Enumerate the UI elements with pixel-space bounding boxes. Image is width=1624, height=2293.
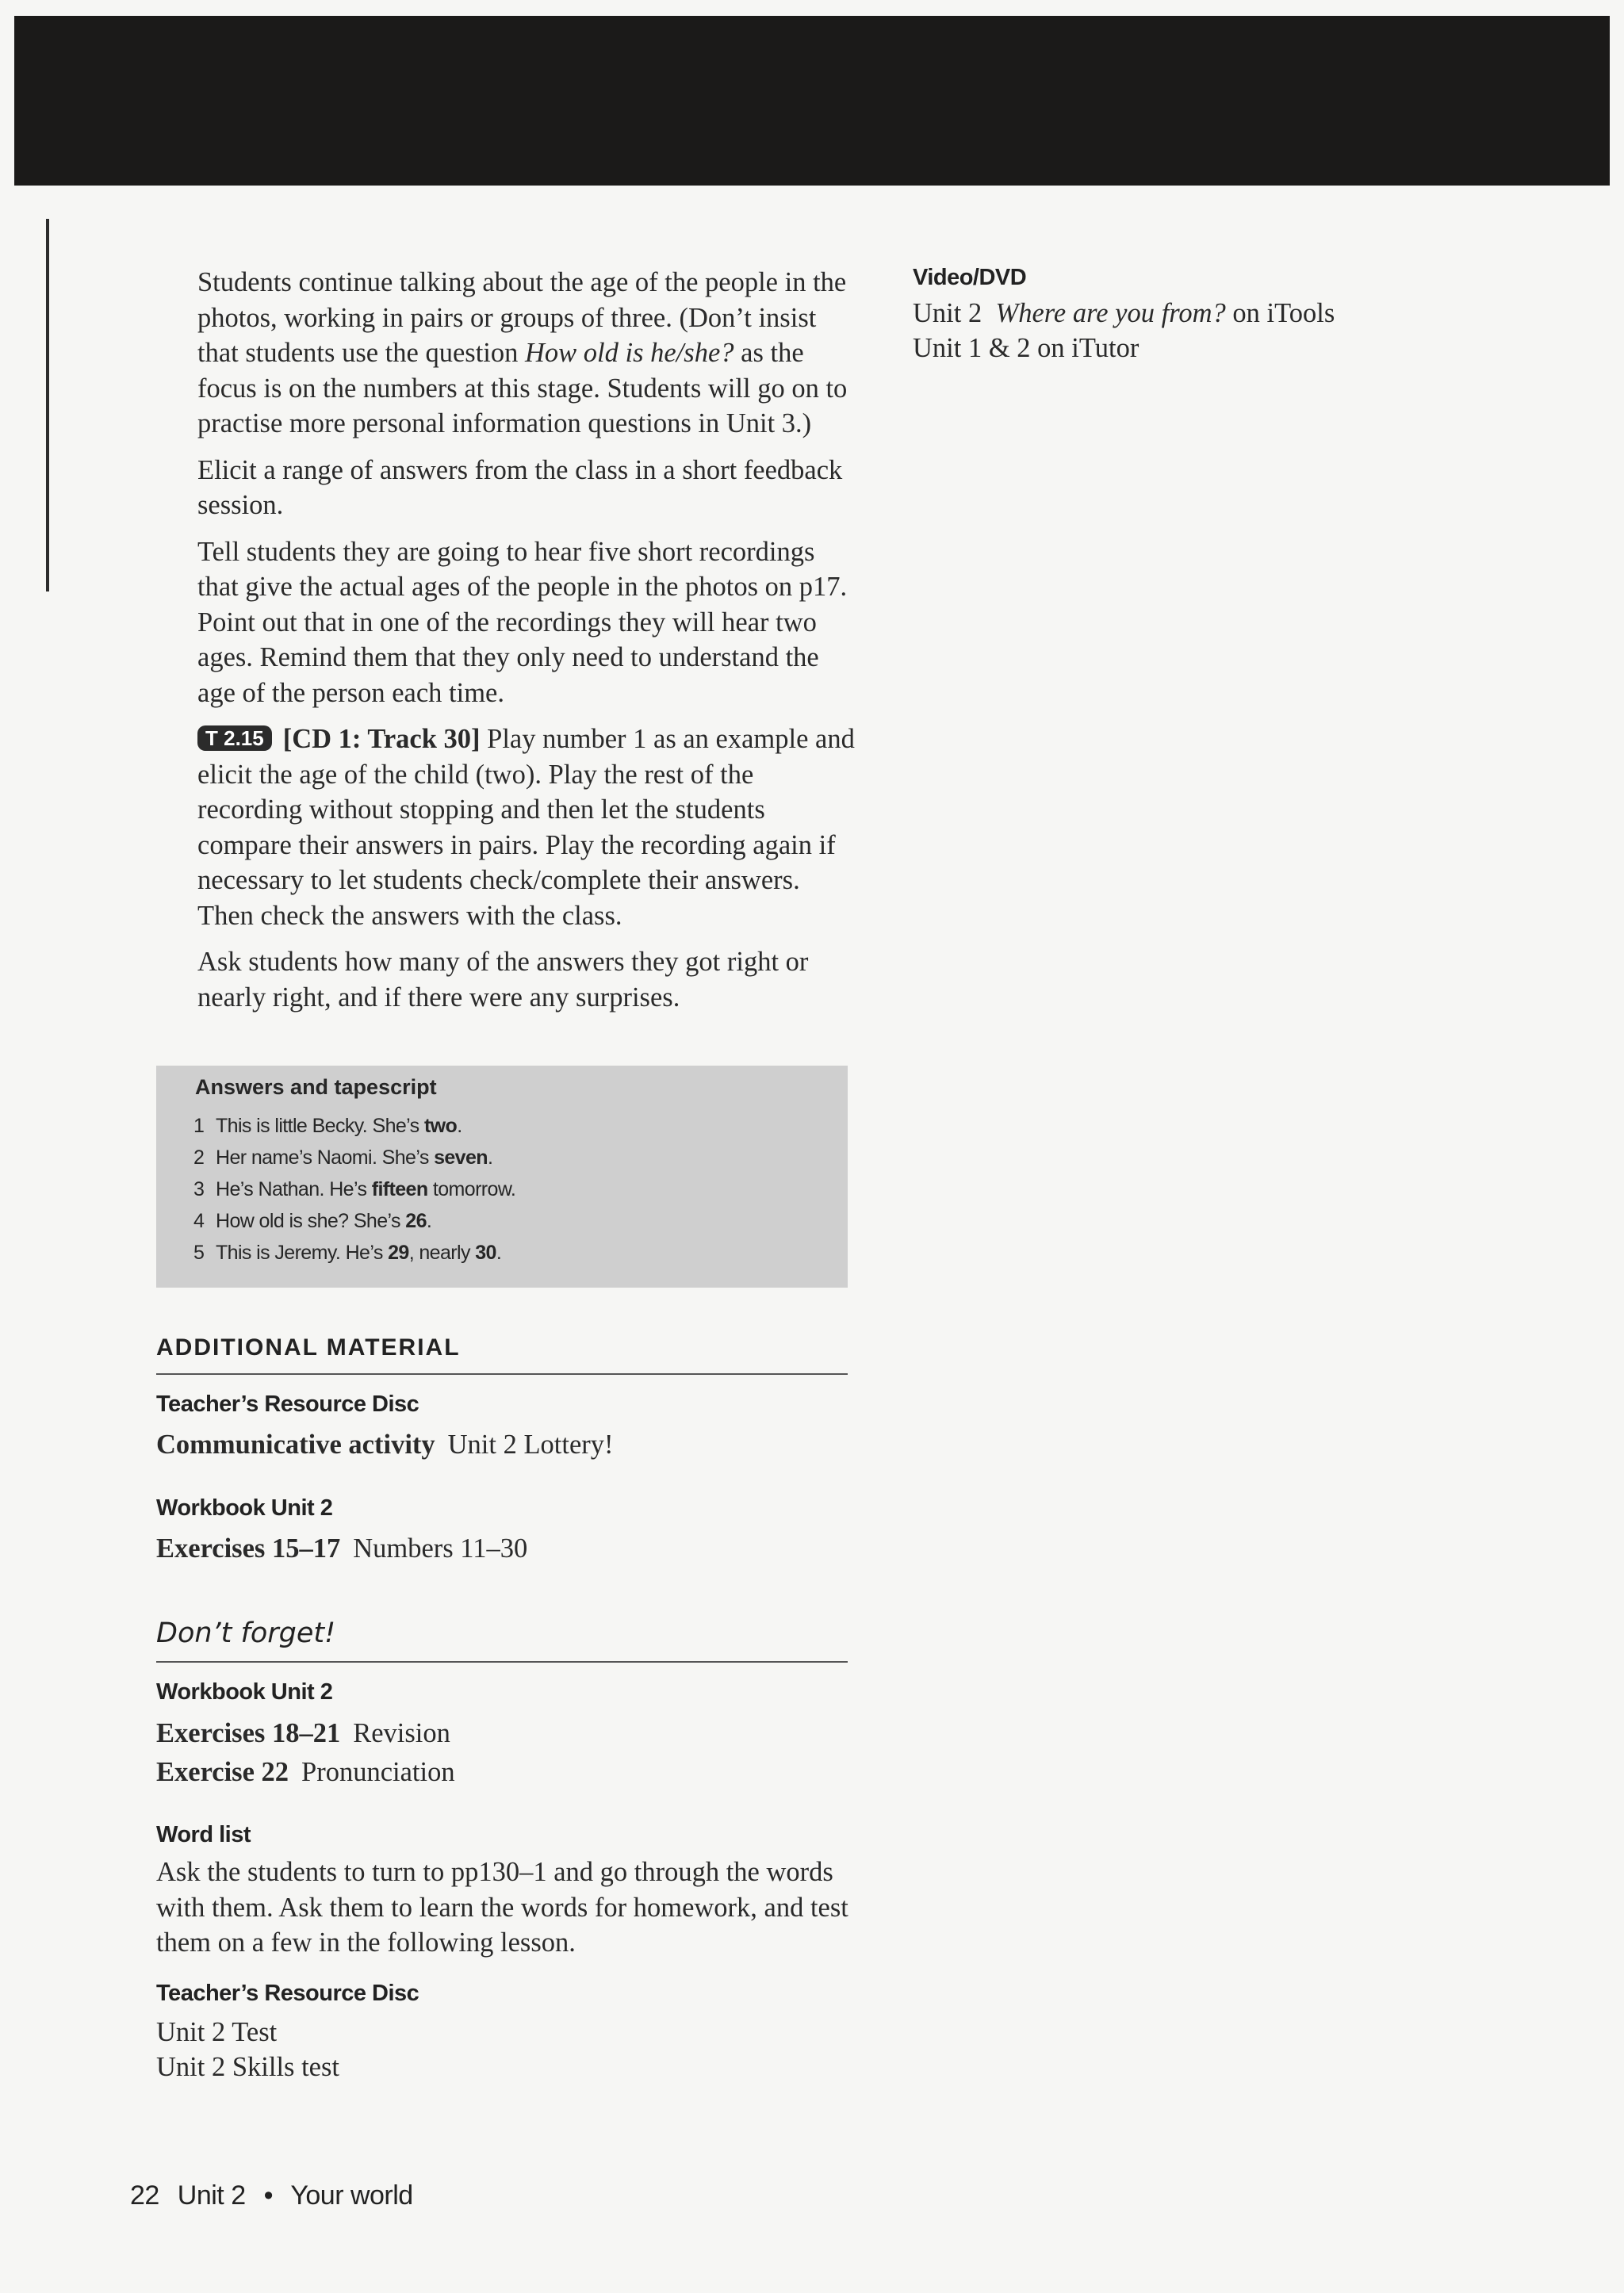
label: Exercise 22 — [156, 1757, 289, 1787]
text: tomorrow. — [427, 1178, 516, 1200]
divider — [156, 1373, 848, 1375]
text: This is little Becky. She’s — [216, 1115, 424, 1137]
item-number: 5 — [193, 1242, 205, 1264]
question-italic: How old is he/she? — [525, 338, 734, 368]
item-number: 4 — [193, 1210, 205, 1232]
main-text-column — [197, 265, 856, 1026]
trd-test-line: Unit 2 Test — [156, 2017, 278, 2047]
answer-bold: 26 — [405, 1210, 427, 1232]
workbook-title: Workbook Unit 2 — [156, 1679, 333, 1705]
paragraph-ask: Ask students how many of the answers they got right or nearly right, and if there were any surprises. — [197, 947, 809, 1013]
answer-item — [193, 1110, 515, 1142]
text: . — [496, 1242, 502, 1264]
footer-title: Your world — [290, 2180, 413, 2211]
bullet-separator: • — [263, 2180, 273, 2211]
answer-item — [193, 1205, 515, 1237]
value: Numbers 11–30 — [353, 1533, 528, 1564]
paragraph-track — [197, 722, 856, 933]
answer-bold: 30 — [475, 1242, 496, 1264]
exercises-line — [156, 1529, 527, 1568]
answers-box — [156, 1066, 848, 1288]
answer-bold: seven — [434, 1146, 488, 1169]
item-number: 3 — [193, 1178, 205, 1200]
page-footer — [130, 2180, 413, 2211]
text: Students continue talking about the age of the people in the photos, working in pairs or groups of three. (Don’t insist that students use the question — [197, 267, 847, 368]
text: How old is she? She’s — [216, 1210, 406, 1232]
text: as the focus is on the numbers at this stage. Students will go on to practise more personal information questions in Unit 3.) — [197, 338, 848, 438]
label: Communicative activity — [156, 1430, 435, 1460]
text: Her name’s Naomi. She’s — [216, 1146, 435, 1169]
label: Exercises 15–17 — [156, 1533, 341, 1564]
item-number: 1 — [193, 1115, 205, 1137]
text: Play number 1 as an example and elicit the age of the child (two). Play the rest of the recording without stopping and then let the students compare their answers in pairs. Play the recording again if necessary to let students check/complete their answers. Then check the answers with the class. — [197, 724, 855, 931]
answer-bold: 29 — [388, 1242, 409, 1264]
text: . — [487, 1146, 493, 1169]
trd-skills-line: Unit 2 Skills test — [156, 2052, 339, 2082]
answer-item — [193, 1142, 515, 1173]
communicative-activity-line — [156, 1426, 614, 1464]
text: , nearly — [408, 1242, 476, 1264]
label: Exercises 18–21 — [156, 1718, 341, 1748]
paragraph-recordings: Tell students they are going to hear five short recordings that give the actual ages of the people in the photos on p17. Point out that in one of the recordings they will hear two ages. Remind them that they only need to understand the age of the person each time. — [197, 536, 848, 708]
paragraph-ages-discussion — [197, 265, 856, 442]
answer-item — [193, 1237, 515, 1269]
trd-title: Teacher’s Resource Disc — [156, 1391, 419, 1417]
footer-unit: Unit 2 — [177, 2180, 246, 2211]
binding-edge-mark — [46, 219, 49, 591]
video-line-1 — [913, 296, 1515, 331]
video-line-2: Unit 1 & 2 on iTutor — [913, 333, 1139, 363]
page-number: 22 — [130, 2180, 159, 2211]
dont-forget-heading: Don’t forget! — [156, 1617, 336, 1649]
top-black-band — [14, 16, 1610, 186]
cd-track: [CD 1: Track 30] — [282, 724, 481, 754]
trd-title: Teacher’s Resource Disc — [156, 1981, 419, 2006]
video-column — [913, 265, 1515, 366]
answers-title: Answers and tapescript — [195, 1075, 437, 1099]
text: . — [457, 1115, 462, 1137]
exercises-line — [156, 1714, 450, 1752]
divider — [156, 1661, 848, 1663]
track-badge: T 2.15 — [197, 725, 272, 751]
text: on iTools — [1225, 298, 1335, 328]
answer-item — [193, 1173, 515, 1205]
value: Unit 2 Lottery! — [447, 1430, 614, 1460]
exercise-line — [156, 1753, 455, 1791]
word-list-title: Word list — [156, 1822, 251, 1847]
additional-material-heading: ADDITIONAL MATERIAL — [156, 1334, 461, 1361]
answer-bold: two — [423, 1115, 458, 1137]
value: Revision — [353, 1718, 450, 1748]
text: Unit 2 — [913, 298, 996, 328]
text: He’s Nathan. He’s — [216, 1178, 372, 1200]
paragraph-elicit: Elicit a range of answers from the class in a short feedback session. — [197, 454, 843, 520]
answers-list — [193, 1110, 515, 1269]
value: Pronunciation — [301, 1757, 455, 1787]
video-title-italic: Where are you from? — [995, 298, 1226, 328]
workbook-title: Workbook Unit 2 — [156, 1495, 333, 1521]
answer-bold: fifteen — [371, 1178, 428, 1200]
word-list-text: Ask the students to turn to pp130–1 and go through the words with them. Ask them to learn the words for homework, and test them on a few in the following lesson. — [156, 1857, 848, 1958]
video-title: Video/DVD — [913, 265, 1027, 290]
item-number: 2 — [193, 1146, 205, 1169]
text: This is Jeremy. He’s — [216, 1242, 389, 1264]
text: . — [426, 1210, 432, 1232]
